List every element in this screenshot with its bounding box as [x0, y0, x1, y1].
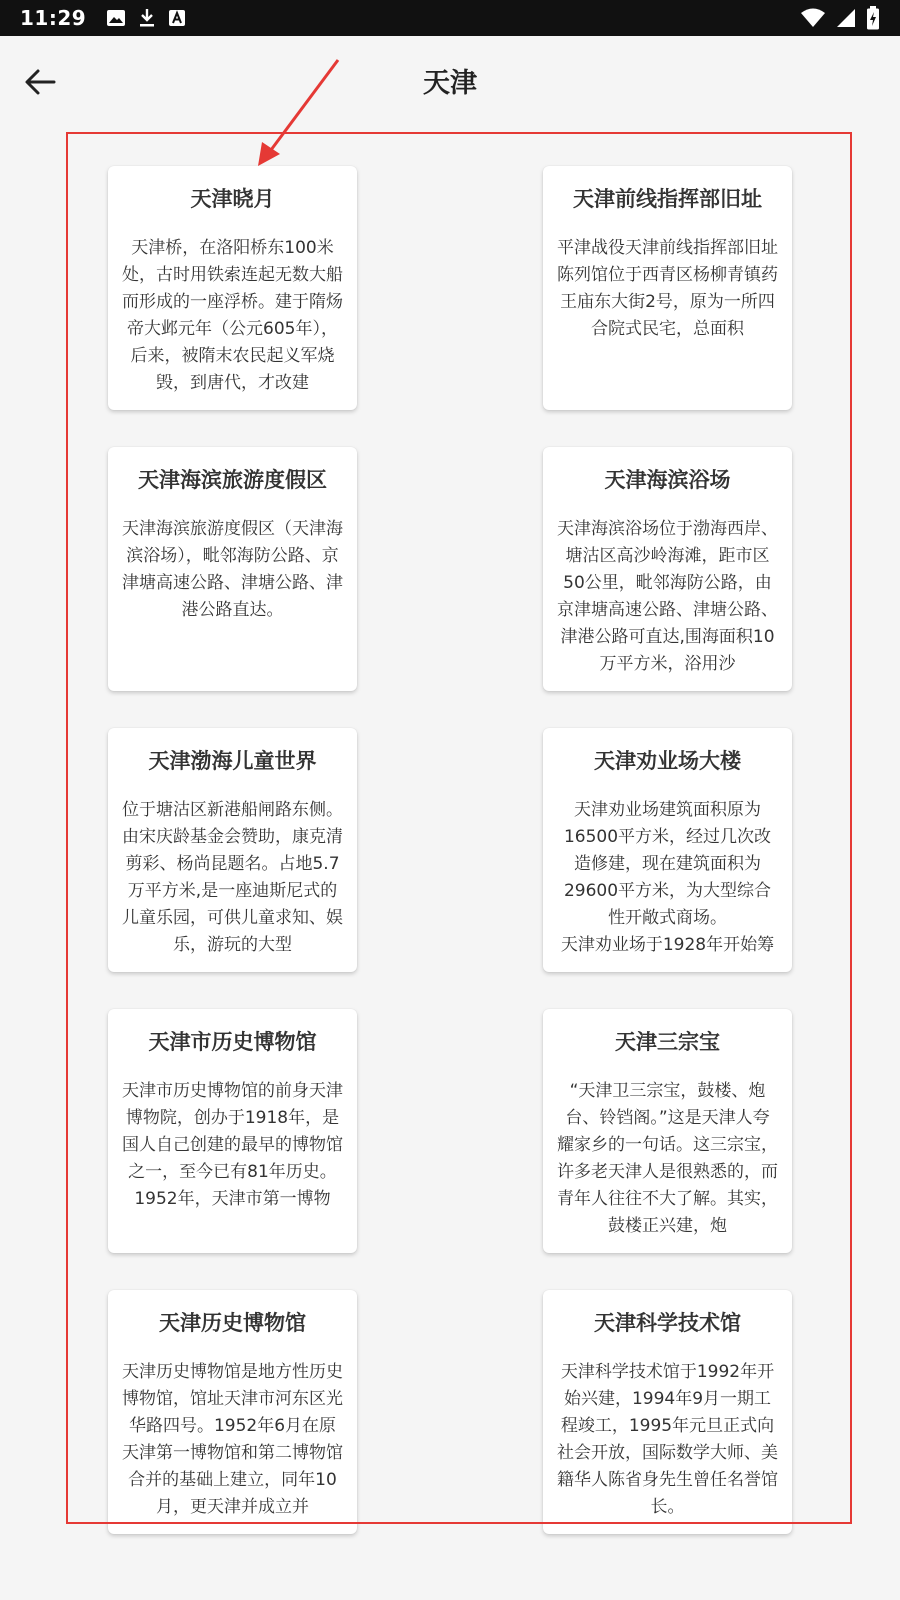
card-description: 平津战役天津前线指挥部旧址陈列馆位于西青区杨柳青镇药王庙东大街2号，原为一所四合院式民宅，总面积	[557, 238, 778, 339]
card-title: 天津市历史博物馆	[148, 1030, 317, 1054]
attraction-card[interactable]	[108, 728, 357, 972]
app-bar	[0, 36, 900, 140]
download-icon	[138, 8, 156, 28]
status-bar	[0, 0, 900, 36]
arrow-left-icon	[24, 68, 56, 96]
card-description: 天津海滨浴场位于渤海西岸、塘沽区高沙岭海滩，距市区50公里，毗邻海防公路，由京津塘高速公路、津塘公路、津港公路可直达,围海面积10万平方米，浴用沙	[557, 519, 778, 674]
wifi-icon	[800, 8, 826, 28]
battery-charging-icon	[866, 6, 880, 30]
card-title: 天津劝业场大楼	[594, 749, 741, 773]
image-icon	[106, 9, 126, 27]
back-button[interactable]	[18, 60, 62, 104]
attraction-card[interactable]	[108, 166, 357, 410]
card-description: 天津劝业场建筑面积原为16500平方米，经过几次改造修建，现在建筑面积为29600平方米，为大型综合性开敞式商场。 天津劝业场于1928年开始筹	[560, 800, 775, 955]
card-title: 天津海滨旅游度假区	[138, 468, 327, 492]
card-title: 天津晓月	[190, 187, 275, 211]
card-description: “天津卫三宗宝，鼓楼、炮台、铃铛阁。”这是天津人夸耀家乡的一句话。这三宗宝，许多老天津人是很熟悉的，而青年人往往不大了解。其实，鼓楼正兴建，炮	[557, 1081, 778, 1236]
card-description: 天津科学技术馆于1992年开始兴建，1994年9月一期工程竣工，1995年元旦正式向社会开放，国际数学大师、美籍华人陈省身先生曾任名誉馆长。	[557, 1362, 778, 1517]
card-description: 位于塘沽区新港船闸路东侧。由宋庆龄基金会赞助，康克清剪彩、杨尚昆题名。占地5.7万平方米,是一座迪斯尼式的儿童乐园，可供儿童求知、娱乐，游玩的大型	[122, 800, 343, 955]
card-title: 天津渤海儿童世界	[148, 749, 317, 773]
status-time: 11:29	[20, 6, 87, 30]
card-title: 天津历史博物馆	[159, 1311, 306, 1335]
attraction-card[interactable]	[543, 728, 792, 972]
attraction-card[interactable]	[108, 1009, 357, 1253]
attraction-card[interactable]	[543, 447, 792, 691]
card-title: 天津三宗宝	[615, 1030, 720, 1054]
signal-icon	[836, 8, 856, 28]
attraction-card[interactable]	[543, 166, 792, 410]
attraction-card[interactable]	[108, 1290, 357, 1534]
card-description: 天津历史博物馆是地方性历史博物馆，馆址天津市河东区光华路四号。1952年6月在原天津第一博物馆和第二博物馆合并的基础上建立，同年10月，更天津并成立并	[122, 1362, 343, 1517]
card-title: 天津科学技术馆	[594, 1311, 741, 1335]
status-icons-left	[106, 8, 186, 28]
page-title: 天津	[423, 67, 477, 99]
card-title: 天津前线指挥部旧址	[573, 187, 762, 211]
attraction-card[interactable]	[543, 1290, 792, 1534]
attraction-card[interactable]	[543, 1009, 792, 1253]
a-box-icon	[168, 9, 186, 27]
status-icons-right	[800, 6, 880, 30]
attraction-card[interactable]	[108, 447, 357, 691]
card-title: 天津海滨浴场	[604, 468, 731, 492]
card-description: 天津海滨旅游度假区（天津海滨浴场），毗邻海防公路、京津塘高速公路、津塘公路、津港公路直达。	[122, 519, 343, 620]
attraction-grid	[108, 166, 792, 1534]
card-description: 天津市历史博物馆的前身天津博物院，创办于1918年，是国人自己创建的最早的博物馆之一，至今已有81年历史。 1952年，天津市第一博物	[122, 1081, 343, 1209]
card-description: 天津桥，在洛阳桥东100米处，古时用铁索连起无数大船而形成的一座浮桥。建于隋炀帝大邺元年（公元605年），后来，被隋末农民起义军烧毁，到唐代，才改建	[122, 238, 343, 393]
